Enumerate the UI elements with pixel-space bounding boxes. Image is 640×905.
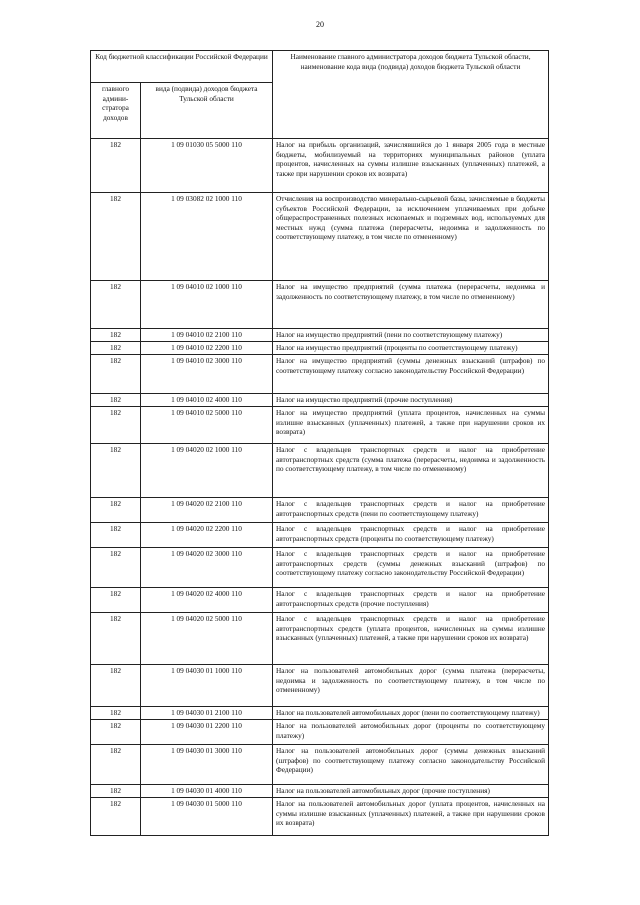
table-row xyxy=(91,785,549,798)
code-column-header: вида (подвида) доходов бюджета Тульской области xyxy=(141,83,273,139)
admin-code-cell: 182 xyxy=(91,281,141,329)
admin-code-cell: 182 xyxy=(91,548,141,588)
admin-code-cell: 182 xyxy=(91,720,141,745)
page-number: 20 xyxy=(316,20,324,29)
admin-code-cell: 182 xyxy=(91,394,141,407)
admin-code-cell: 182 xyxy=(91,444,141,498)
admin-code-cell: 182 xyxy=(91,193,141,281)
table-row xyxy=(91,329,549,342)
income-name-cell: Налог с владельцев транспортных средств и налог на приобретение автотранспортных средств (пени по соответствующему платежу) xyxy=(273,498,549,523)
income-name-cell: Налог на имущество предприятий (суммы денежных взысканий (штрафов) по соответствующему платежу согласно законодательству Российской Федерации) xyxy=(273,355,549,394)
income-name-cell: Налог на пользователей автомобильных дорог (пени по соответствующему платежу) xyxy=(273,707,549,720)
income-code-cell: 1 09 03082 02 1000 110 xyxy=(141,193,273,281)
income-code-cell: 1 09 04030 01 5000 110 xyxy=(141,798,273,836)
income-name-cell: Налог на пользователей автомобильных дорог (уплата процентов, начисленных на суммы излишне взысканных (уплаченных) платежей, а также при нарушении сроков их возврата) xyxy=(273,798,549,836)
income-code-cell: 1 09 04020 02 4000 110 xyxy=(141,588,273,613)
admin-code-cell: 182 xyxy=(91,329,141,342)
income-name-cell: Налог на пользователей автомобильных дорог (проценты по соответствующему платежу) xyxy=(273,720,549,745)
table-body xyxy=(91,139,549,836)
table-row xyxy=(91,139,549,193)
admin-code-cell: 182 xyxy=(91,355,141,394)
income-name-cell: Налог на пользователей автомобильных дорог (сумма платежа (перерасчеты, недоимка и задолженность по соответствующему платежу, в том числе по отмененному) xyxy=(273,665,549,707)
income-code-cell: 1 09 04030 01 2200 110 xyxy=(141,720,273,745)
income-code-cell: 1 09 04020 02 1000 110 xyxy=(141,444,273,498)
income-name-cell: Налог с владельцев транспортных средств и налог на приобретение автотранспортных средств (суммы денежных взысканий (штрафов) по соответствующему платежу согласно законодательству Российской Федерации) xyxy=(273,548,549,588)
income-code-cell: 1 09 04010 02 3000 110 xyxy=(141,355,273,394)
admin-code-cell: 182 xyxy=(91,498,141,523)
table-row xyxy=(91,720,549,745)
income-code-cell: 1 09 04010 02 1000 110 xyxy=(141,281,273,329)
income-name-cell: Налог на имущество предприятий (уплата процентов, начисленных на суммы излишне взысканных (уплаченных) платежей, а также при нарушении сроков их возврата) xyxy=(273,407,549,444)
table-row xyxy=(91,588,549,613)
income-code-cell: 1 09 04020 02 2100 110 xyxy=(141,498,273,523)
table-row xyxy=(91,193,549,281)
table-row xyxy=(91,523,549,548)
table-row xyxy=(91,407,549,444)
income-code-cell: 1 09 04030 01 2100 110 xyxy=(141,707,273,720)
table-row xyxy=(91,342,549,355)
table-row xyxy=(91,281,549,329)
income-code-cell: 1 09 04010 02 2100 110 xyxy=(141,329,273,342)
admin-code-cell: 182 xyxy=(91,707,141,720)
table-row xyxy=(91,745,549,785)
admin-code-cell: 182 xyxy=(91,665,141,707)
income-name-cell: Налог на имущество предприятий (сумма платежа (перерасчеты, недоимка и задолженность по соответствующему платежу, в том числе по отмененному) xyxy=(273,281,549,329)
income-code-cell: 1 09 04010 02 2200 110 xyxy=(141,342,273,355)
income-name-cell: Налог на пользователей автомобильных дорог (суммы денежных взысканий (штрафов) по соответствующему платежу согласно законодательству Российской Федерации) xyxy=(273,745,549,785)
admin-code-cell: 182 xyxy=(91,342,141,355)
table-row xyxy=(91,707,549,720)
income-code-cell: 1 09 01030 05 5000 110 xyxy=(141,139,273,193)
income-code-cell: 1 09 04020 02 3000 110 xyxy=(141,548,273,588)
table-row xyxy=(91,665,549,707)
income-code-cell: 1 09 04030 01 1000 110 xyxy=(141,665,273,707)
income-code-cell: 1 09 04030 01 3000 110 xyxy=(141,745,273,785)
table-row xyxy=(91,798,549,836)
admin-code-cell: 182 xyxy=(91,613,141,665)
income-code-cell: 1 09 04010 02 4000 110 xyxy=(141,394,273,407)
admin-code-cell: 182 xyxy=(91,139,141,193)
income-name-cell: Отчисления на воспроизводство минерально-сырьевой базы, зачисляемые в бюджеты субъектов Российской Федерации, за исключением уплачиваемых при добыче общераспространенных полезных ископаемых и подземных вод, используемых для местных нужд (сумма платежа (перерасчеты, недоимка и задолженность по соответствующему платежу, в том числе по отмененному) xyxy=(273,193,549,281)
income-name-cell: Налог на имущество предприятий (проценты по соответствующему платежу) xyxy=(273,342,549,355)
admin-code-cell: 182 xyxy=(91,588,141,613)
income-code-cell: 1 09 04030 01 4000 110 xyxy=(141,785,273,798)
income-name-cell: Налог на пользователей автомобильных дорог (прочие поступления) xyxy=(273,785,549,798)
classification-group-header: Код бюджетной классификации Российской Федерации xyxy=(91,51,273,83)
admin-code-cell: 182 xyxy=(91,785,141,798)
income-name-cell: Налог на прибыль организаций, зачислявшийся до 1 января 2005 года в местные бюджеты, мобилизуемый на территориях муниципальных районов (уплата процентов, начисленных на суммы излишне взысканных (уплаченных) платежей, а также при нарушении сроков их возврата) xyxy=(273,139,549,193)
table-row xyxy=(91,548,549,588)
budget-classification-table xyxy=(90,50,549,836)
income-name-cell: Налог на имущество предприятий (прочие поступления) xyxy=(273,394,549,407)
table-row xyxy=(91,444,549,498)
income-code-cell: 1 09 04020 02 2200 110 xyxy=(141,523,273,548)
table-row xyxy=(91,498,549,523)
table-row xyxy=(91,355,549,394)
admin-code-cell: 182 xyxy=(91,745,141,785)
admin-code-cell: 182 xyxy=(91,407,141,444)
income-name-cell: Налог с владельцев транспортных средств и налог на приобретение автотранспортных средств (уплата процентов, начисленных на суммы излишне взысканных (уплаченных) платежей, а также при нарушении сроков их возврата) xyxy=(273,613,549,665)
income-code-cell: 1 09 04020 02 5000 110 xyxy=(141,613,273,665)
income-code-cell: 1 09 04010 02 5000 110 xyxy=(141,407,273,444)
admin-column-header: главного админи-стратора доходов xyxy=(91,83,141,139)
income-name-cell: Налог с владельцев транспортных средств и налог на приобретение автотранспортных средств (проценты по соответствующему платежу) xyxy=(273,523,549,548)
name-column-header: Наименование главного администратора доходов бюджета Тульской области, наименование кода вида (подвида) доходов бюджета Тульской области xyxy=(273,51,549,139)
income-name-cell: Налог на имущество предприятий (пени по соответствующему платежу) xyxy=(273,329,549,342)
table-row xyxy=(91,394,549,407)
admin-code-cell: 182 xyxy=(91,523,141,548)
income-name-cell: Налог с владельцев транспортных средств и налог на приобретение автотранспортных средств (сумма платежа (перерасчеты, недоимка и задолженность по соответствующему платежу, в том числе по отмененному) xyxy=(273,444,549,498)
table-row xyxy=(91,613,549,665)
admin-code-cell: 182 xyxy=(91,798,141,836)
income-name-cell: Налог с владельцев транспортных средств и налог на приобретение автотранспортных средств (прочие поступления) xyxy=(273,588,549,613)
